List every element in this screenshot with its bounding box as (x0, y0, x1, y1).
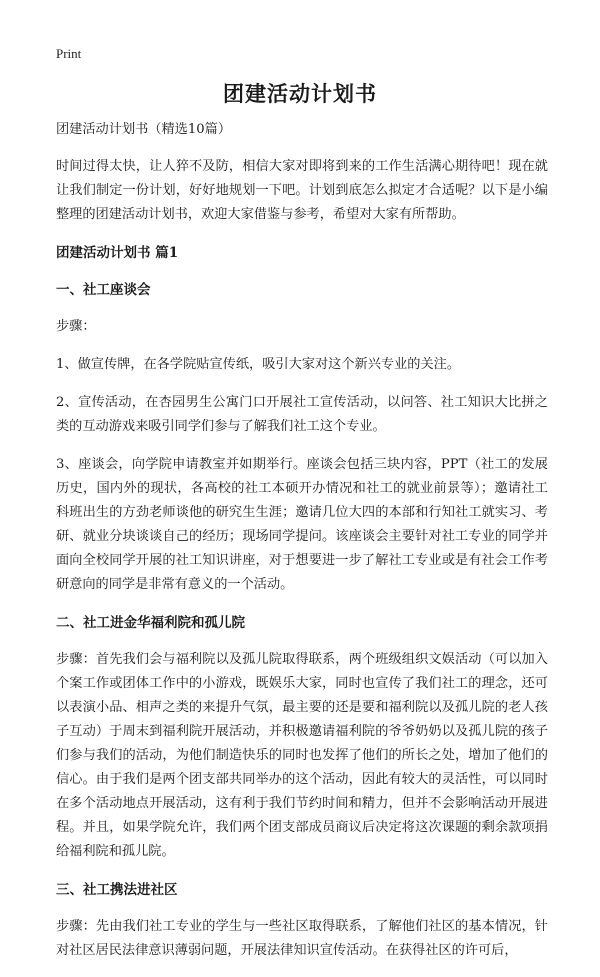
print-link[interactable]: Print (56, 46, 82, 61)
intro-paragraph: 时间过得太快，让人猝不及防，相信大家对即将到来的工作生活满心期待吧！现在就让我们制定一份计划，好好地规划一下吧。计划到底怎么拟定才合适呢？以下是小编整理的团建活动计划书，欢迎大家借鉴与参考，希望对大家有所帮助。 (56, 159, 548, 222)
part2-heading: 二、社工进金华福利院和孤儿院 (56, 615, 245, 631)
part1-steps-label: 步骤： (56, 319, 96, 334)
part1-step-2: 2、宣传活动，在杏园男生公寓门口开展社工宣传活动，以问答、社工知识大比拼之类的互动游戏来吸引同学们参与了解我们社工这个专业。 (56, 395, 548, 434)
document-body (56, 118, 548, 977)
part1-heading: 一、社工座谈会 (56, 282, 151, 298)
part3-heading: 三、社工携法进社区 (56, 882, 178, 898)
page-title: 团建活动计划书 (223, 81, 377, 106)
part1-step-3: 3、座谈会，向学院申请教室并如期举行。座谈会包括三块内容，PPT（社工的发展历史，国内外的现状，各高校的社工本硕开办情况和社工的就业前景等）；邀请社工科班出生的方劲老师谈他的研究生生涯；邀请几位大四的本部和行知社工就实习、考研、就业分块谈谈自己的经历；现场同学提问。该座谈会主要针对社工专业的同学并面向全校同学开展的社工知识讲座，对于想要进一步了解社工专业或是有社会工作考研意向的同学是非常有意义的一个活动。 (56, 457, 548, 592)
section-title: 团建活动计划书 篇1 (56, 245, 179, 261)
part2-body: 步骤：首先我们会与福利院以及孤儿院取得联系，两个班级组织文娱活动（可以加入个案工作或团体工作中的小游戏，既娱乐大家，同时也宣传了我们社工的理念，还可以表演小品、相声之类的来提升气氛，最主要的还是要和福利院以及孤儿院的老人孩子互动）于周末到福利院开展活动，并积极邀请福利院的爷爷奶奶以及孤儿院的孩子们参与我们的活动，为他们制造快乐的同时也发挥了他们的所长之处，增加了他们的信心。由于我们是两个团支部共同举办的这个活动，因此有较大的灵活性，可以同时在多个活动地点开展活动，这有利于我们节约时间和精力，但并不会影响活动开展进程。并且，如果学院允许，我们两个团支部成员商议后决定将这次课题的剩余款项捐给福利院和孤儿院。 (56, 652, 548, 859)
part3-body: 步骤：先由我们社工专业的学生与一些社区取得联系，了解他们社区的基本情况，针对社区居民法律意识薄弱问题，开展法律知识宣传活动。在获得社区的许可后， (56, 919, 548, 958)
document-subtitle: 团建活动计划书（精选10篇） (56, 122, 232, 137)
part1-step-1: 1、做宣传牌，在各学院贴宣传纸，吸引大家对这个新兴专业的关注。 (56, 357, 461, 372)
